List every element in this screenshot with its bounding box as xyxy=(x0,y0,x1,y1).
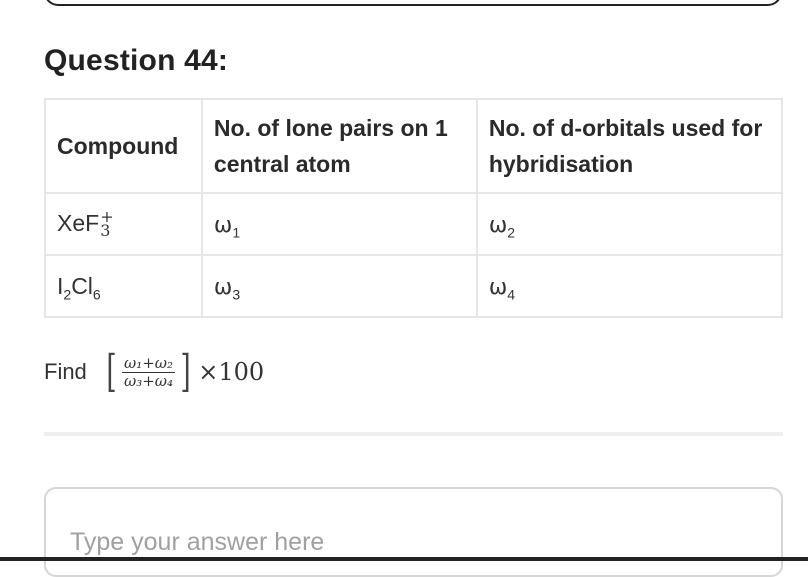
answer-input[interactable] xyxy=(44,487,783,577)
compound-formula-part: I xyxy=(57,272,64,299)
charge-stack xyxy=(100,207,114,241)
omega-symbol: ω xyxy=(488,274,508,300)
fraction xyxy=(122,355,175,390)
table-row xyxy=(45,255,782,317)
omega-index: 2 xyxy=(507,224,516,241)
header-lone-pairs: No. of lone pairs on 1 central atom xyxy=(202,99,477,193)
table-row xyxy=(45,193,782,255)
charge-superscript: + xyxy=(100,207,114,227)
lone-pairs-cell xyxy=(202,193,477,255)
compound-formula-part: Cl xyxy=(71,272,93,299)
omega-index: 1 xyxy=(232,224,241,241)
find-expression xyxy=(44,346,265,397)
count-subscript: 3 xyxy=(100,221,111,241)
question-title: Question 44: xyxy=(44,44,229,77)
count-subscript: 2 xyxy=(63,286,72,303)
table-header-row xyxy=(45,99,782,193)
d-orbitals-cell xyxy=(477,255,782,317)
compound-cell xyxy=(45,193,202,255)
d-orbitals-cell xyxy=(477,193,782,255)
open-bracket: [ xyxy=(106,346,117,397)
omega-symbol: ω xyxy=(213,274,233,300)
header-compound: Compound xyxy=(45,99,202,193)
omega-symbol: ω xyxy=(488,212,508,238)
fraction-denominator: ω₃+ω₄ xyxy=(123,371,174,390)
fraction-numerator: ω₁+ω₂ xyxy=(123,353,174,372)
close-bracket: ] xyxy=(180,346,191,397)
multiplier: ×100 xyxy=(198,358,265,386)
compound-cell xyxy=(45,255,202,317)
previous-card-edge xyxy=(44,0,782,6)
omega-index: 3 xyxy=(232,286,241,303)
bottom-edge xyxy=(0,557,808,561)
compound-formula: XeF xyxy=(57,209,100,236)
omega-symbol: ω xyxy=(213,212,233,238)
section-divider xyxy=(44,432,783,436)
compound-table xyxy=(44,98,783,318)
omega-index: 4 xyxy=(507,286,516,303)
find-label: Find xyxy=(44,359,87,384)
header-d-orbitals: No. of d-orbitals used for hybridisation xyxy=(477,99,782,193)
count-subscript: 6 xyxy=(92,286,101,303)
lone-pairs-cell xyxy=(202,255,477,317)
